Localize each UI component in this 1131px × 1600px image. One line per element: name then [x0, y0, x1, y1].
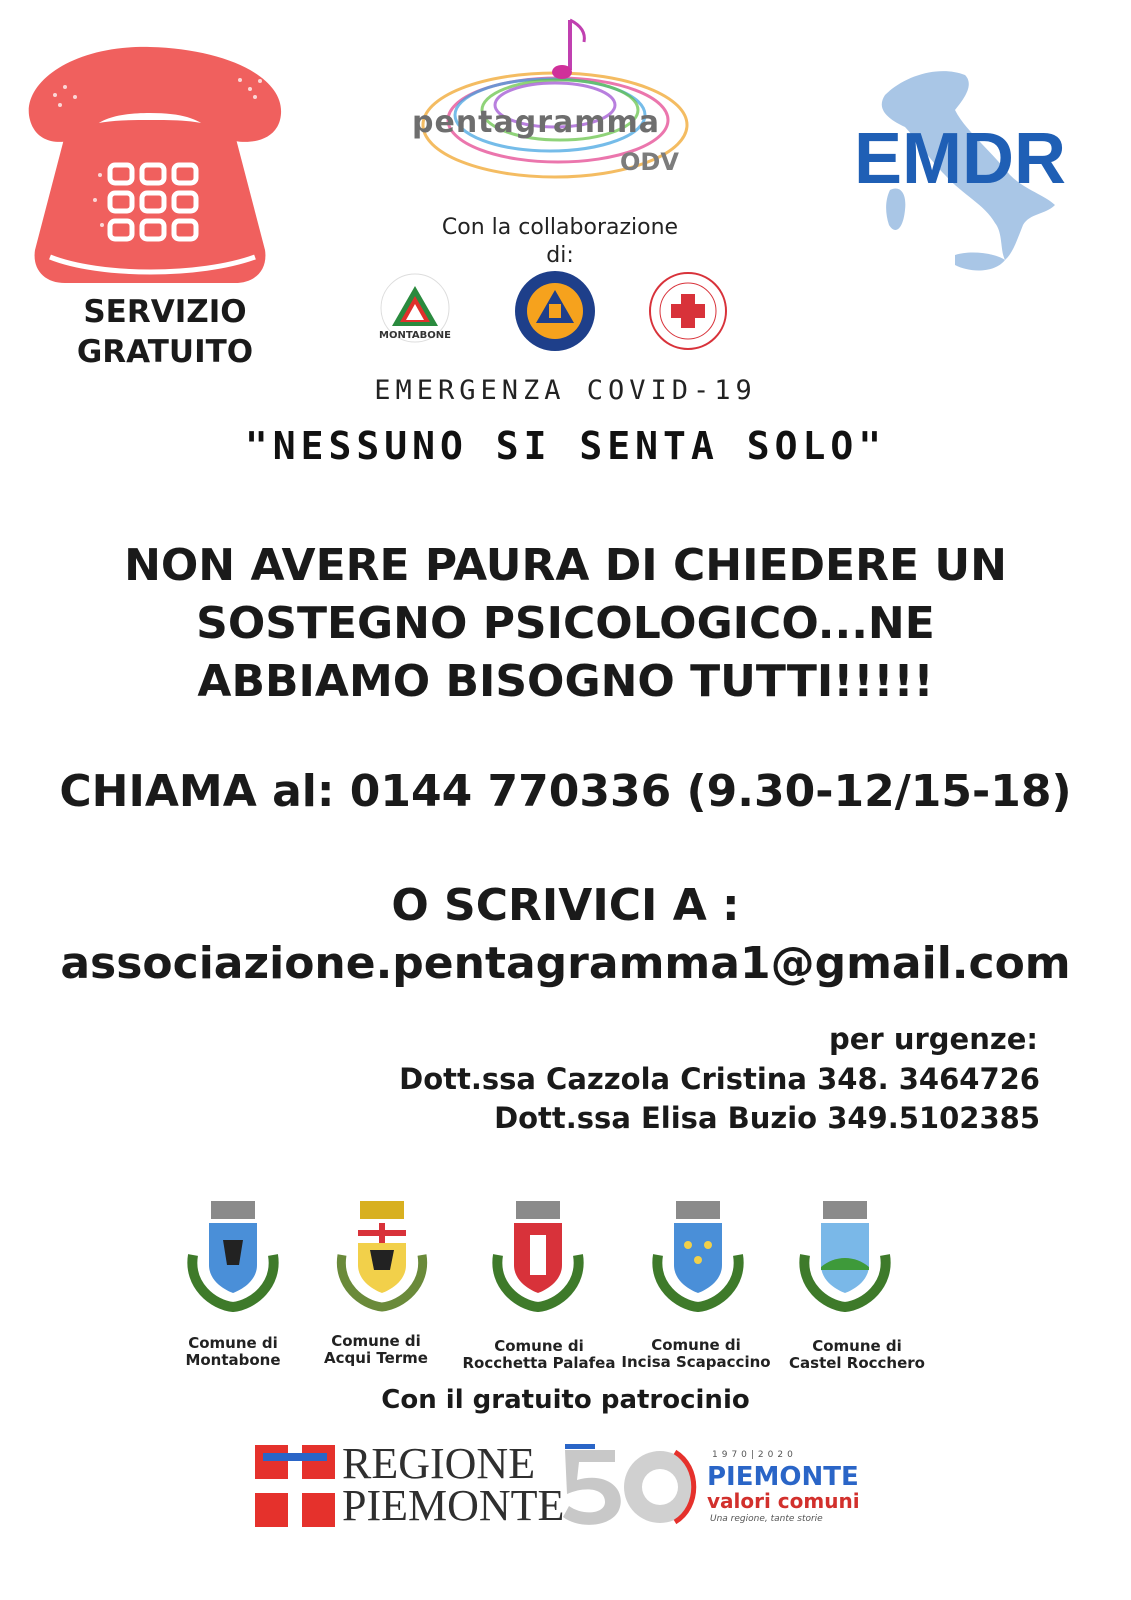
anniversary-years: 1970|2020 [712, 1450, 797, 1460]
write-to-label: O SCRIVICI A : [391, 880, 740, 931]
fifty-years-logo [555, 1442, 705, 1532]
pentagramma-wordmark: pentagramma [412, 105, 661, 140]
town-prefix: Comune di [494, 1337, 584, 1355]
collaboration-label: Con la collaborazione di: [441, 215, 679, 268]
town-acqui-terme [296, 1333, 456, 1367]
incisa-scapaccino-crest [638, 1195, 758, 1325]
town-name: Montabone [185, 1351, 281, 1369]
acqui-civil-protection-logo [512, 268, 598, 354]
town-prefix: Comune di [188, 1334, 278, 1352]
headline: NON AVERE PAURA DI CHIEDERE UN SOSTEGNO PSICOLOGICO...NE ABBIAMO BISOGNO TUTTI!!!!! [124, 540, 1007, 707]
town-name: Acqui Terme [324, 1349, 428, 1367]
montabone-logo-label: MONTABONE [379, 330, 451, 341]
piemonte-line: PIEMONTE [342, 1481, 565, 1530]
telephone-icon [10, 25, 295, 290]
town-prefix: Comune di [812, 1337, 902, 1355]
civil-protection-logo [372, 268, 458, 354]
urgent-contact: Dott.ssa Elisa Buzio 349.5102385 [494, 1101, 1040, 1135]
regione-line: REGIONE [342, 1439, 536, 1488]
piemonte-name: PIEMONTE [707, 1462, 859, 1492]
town-name: Rocchetta Palafea [462, 1354, 616, 1372]
town-prefix: Comune di [651, 1336, 741, 1354]
emdr-logo-text: EMDR [854, 119, 1066, 199]
pentagramma-odv: ODV [620, 148, 679, 176]
town-rocchetta-palafea [459, 1338, 619, 1372]
montabone-crest [173, 1195, 293, 1325]
regione-flag-logo [255, 1445, 335, 1527]
piemonte-tagline: Una regione, tante storie [710, 1514, 823, 1524]
town-incisa-scapaccino [616, 1337, 776, 1371]
town-name: Incisa Scapaccino [621, 1353, 771, 1371]
town-montabone [153, 1335, 313, 1369]
acqui-terme-crest [322, 1195, 442, 1325]
free-service-label: SERVIZIO GRATUITO [76, 294, 254, 370]
castel-rocchero-crest [785, 1195, 905, 1325]
town-castel-rocchero [777, 1338, 937, 1372]
emergency-title: EMERGENZA COVID-19 [374, 375, 757, 406]
phone-number-line: CHIAMA al: 0144 770336 (9.30-12/15-18) [59, 766, 1072, 817]
urgent-contact: Dott.ssa Cazzola Cristina 348. 3464726 [399, 1062, 1040, 1096]
valori-comuni-label: valori comuni [707, 1489, 860, 1513]
town-prefix: Comune di [331, 1332, 421, 1350]
red-cross-logo [645, 268, 731, 354]
campaign-motto: "NESSUNO SI SENTA SOLO" [244, 424, 887, 468]
town-name: Castel Rocchero [789, 1354, 925, 1372]
patronage-label: Con il gratuito patrocinio [381, 1385, 750, 1415]
rocchetta-palafea-crest [478, 1195, 598, 1325]
regione-piemonte-wordmark [342, 1439, 565, 1530]
urgent-label: per urgenze: [829, 1022, 1038, 1056]
email-address: associazione.pentagramma1@gmail.com [60, 938, 1071, 989]
